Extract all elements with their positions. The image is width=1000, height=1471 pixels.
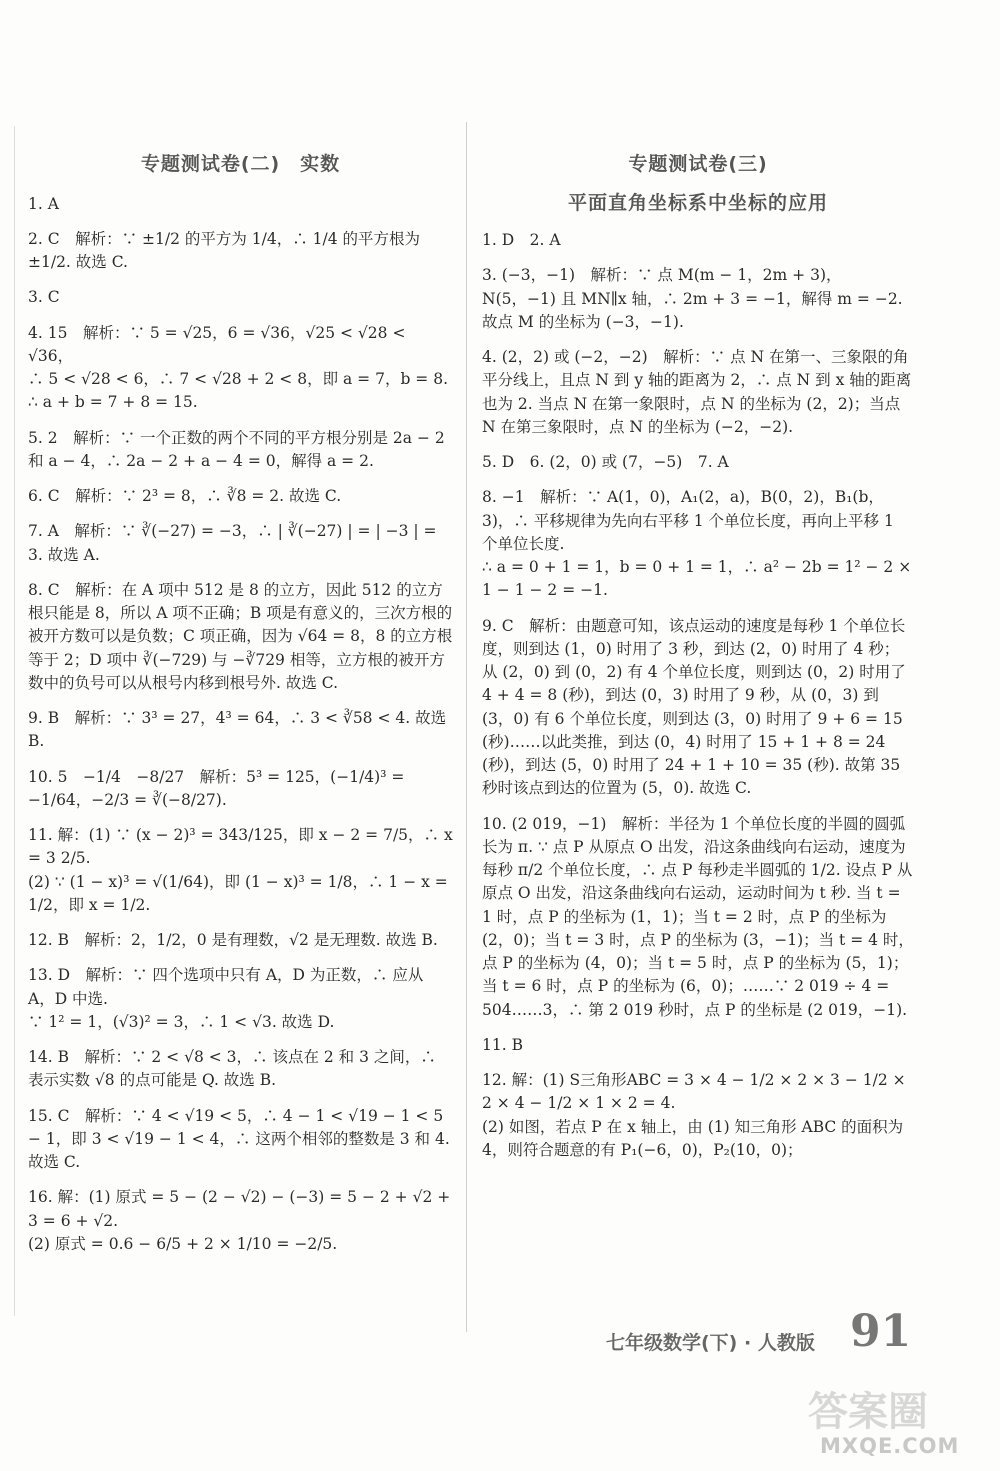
right-answer-list <box>482 229 914 1162</box>
answer-item <box>28 929 453 952</box>
answer-text: 13. D 解析：∵ 四个选项中只有 A，D 为正数，∴ 应从 A，D 中选. ∵ 1² = 1，(√3)² = 3，∴ 1 < √3. 故选 D. <box>28 966 424 1031</box>
answer-text: 1. D 2. A <box>482 231 561 249</box>
answer-item <box>482 264 914 334</box>
answer-item <box>28 193 453 216</box>
answer-text: 2. C 解析：∵ ±1/2 的平方为 1/4，∴ 1/4 的平方根为 ±1/2. 故选 C. <box>28 229 425 271</box>
answer-item <box>482 1069 914 1162</box>
answer-item <box>28 824 453 917</box>
answer-text: 11. B <box>482 1035 523 1054</box>
answer-item <box>28 1105 453 1175</box>
answer-item <box>28 520 453 567</box>
right-section-title: 专题测试卷(三) <box>628 153 768 175</box>
answer-item <box>28 707 453 754</box>
column-divider <box>466 122 467 1332</box>
answer-item <box>28 228 453 275</box>
answer-text: 11. 解：(1) ∵ (x − 2)³ = 343/125，即 x − 2 = 7/5，∴ x = 3 2/5. (2) ∵ (1 − x)³ = √(1/64)，即 (1 − x)³ = 1/8，∴ 1 − x = 1/2，即 x = 1/2. <box>28 826 453 914</box>
answer-text: 14. B 解析：∵ 2 < √8 < 3，∴ 该点在 2 和 3 之间，∴ 表示实数 √8 的点可能是 Q. 故选 B. <box>28 1048 441 1090</box>
answer-text: 12. 解：(1) S三角形ABC = 3 × 4 − 1/2 × 2 × 3 − 1/2 × 2 × 4 − 1/2 × 1 × 2 = 4. (2) 如图，若点 P 在 x 轴上，由 (1) 知三角形 ABC 的面积为 4，则符合题意的有 P₁(−6，0)，P₂(10，0)； <box>482 1071 906 1159</box>
left-answer-list <box>28 193 453 1257</box>
answer-item <box>28 964 453 1034</box>
answer-text: 15. C 解析：∵ 4 < √19 < 5，∴ 4 − 1 < √19 − 1 < 5 − 1，即 3 < √19 − 1 < 4，∴ 这两个相邻的整数是 3 和 4. 故选 C. <box>28 1106 455 1171</box>
answer-item <box>482 229 914 252</box>
answer-text: 10. 5 −1/4 −8/27 解析：5³ = 125，(−1/4)³ = −1/64，−2/3 = ∛(−8/27). <box>28 767 410 809</box>
answer-item <box>482 1034 914 1057</box>
left-column <box>28 128 453 1268</box>
answer-text: 7. A 解析：∵ ∛(−27) = −3，∴ | ∛(−27) | = | −3 | = 3. 故选 A. <box>28 522 442 564</box>
answer-text: 10. (2 019，−1) 解析：半径为 1 个单位长度的半圆的圆弧长为 π. ∵ 点 P 从原点 O 出发，沿这条曲线向右运动，速度为每秒 π/2 个单位长度，∴ 点 P 每秒走半圆弧的 1/2. 设点 P 从原点 O 出发，沿这条曲线向右运动，运动时间为 t 秒. 当 t = 1 时，点 P 的坐标为 (1，1)；当 t = 2 时，点 P 的坐标为 (2，0)；当 t = 3 时，点 P 的坐标为 (3，−1)；当 t = 4 时，点 P 的坐标为 (4，0)；当 t = 5 时，点 P 的坐标为 (5，1)；当 t = 6 时，点 P 的坐标为 (6，0)；……∵ 2 019 ÷ 4 = 504……3，∴ 第 2 019 秒时，点 P 的坐标是 (2 019，−1). <box>482 814 914 1019</box>
right-section-subtitle: 平面直角坐标系中坐标的应用 <box>567 191 828 214</box>
answer-text: 5. 2 解析：∵ 一个正数的两个不同的平方根分别是 2a − 2 和 a − 4，∴ 2a − 2 + a − 4 = 0，解得 a = 2. <box>28 428 450 470</box>
answer-text: 3. (−3，−1) 解析：∵ 点 M(m − 1，2m + 3)，N(5，−1) 且 MN∥x 轴，∴ 2m + 3 = −1，解得 m = −2. 故点 M 的坐标为 (−3，−1). <box>482 266 908 331</box>
answer-item <box>482 346 914 439</box>
answer-text: 8. −1 解析：∵ A(1，0)，A₁(2，a)，B(0，2)，B₁(b，3)，∴ 平移规律为先向右平移 1 个单位长度，再向上平移 1 个单位长度. ∴ a = 0 + 1 = 1，b = 0 + 1 = 1，∴ a² − 2b = 1² − 2 × 1 − 1 − 2 = −1. <box>482 488 912 600</box>
answer-text: 3. C <box>28 288 60 307</box>
answer-text: 16. 解：(1) 原式 = 5 − (2 − √2) − (−3) = 5 − 2 + √2 + 3 = 6 + √2. (2) 原式 = 0.6 − 6/5 + 2 × 1/10 = −2/5. <box>28 1188 451 1253</box>
answer-item <box>28 1046 453 1093</box>
answer-item <box>28 1186 453 1256</box>
answer-item <box>482 813 914 1022</box>
answer-item <box>28 427 453 474</box>
answer-item <box>28 579 453 695</box>
answer-item <box>482 615 914 801</box>
page-number: 91 <box>850 1306 912 1357</box>
answer-item <box>28 286 453 309</box>
answer-item <box>482 451 914 474</box>
left-edge-rule <box>14 126 15 1316</box>
answer-item <box>28 322 453 415</box>
book-footer-label: 七年级数学(下) · 人教版 <box>606 1332 815 1354</box>
answer-text: 12. B 解析：2，1/2，0 是有理数，√2 是无理数. 故选 B. <box>28 931 438 949</box>
answer-text: 1. A <box>28 194 59 213</box>
answer-text: 9. C 解析：由题意可知，该点运动的速度是每秒 1 个单位长度，则到达 (1，0) 时用了 3 秒，到达 (2，0) 时用了 4 秒；从 (2，0) 到 (0，2) 有 4 个单位长度，则到达 (0，2) 时用了 4 + 4 = 8 (秒)，到达 (0，3) 时用了 9 秒，从 (0，3) 到 (3，0) 有 6 个单位长度，则到达 (3，0) 时用了 9 + 6 = 15 (秒)……以此类推，到达 (0，4) 时用了 15 + 1 + 8 = 24 (秒)，到达 (5，0) 时用了 24 + 1 + 10 = 35 (秒). 故第 35 秒时该点到达的位置为 (5，0). 故选 C. <box>482 616 911 798</box>
answer-text: 5. D 6. (2，0) 或 (7，−5) 7. A <box>482 453 729 471</box>
answer-text: 8. C 解析：在 A 项中 512 是 8 的立方，因此 512 的立方根只能是 8，所以 A 项不正确；B 项是有意义的，三次方根的被开方数可以是负数；C 项正确，因为 √64 = 8，8 的立方根等于 2；D 项中 ∛(−729) 与 −∛729 相等，立方根的被开方数中的负号可以从根号内移到根号外. 故选 C. <box>28 580 453 692</box>
answer-text: 6. C 解析：∵ 2³ = 8，∴ ∛8 = 2. 故选 C. <box>28 487 342 505</box>
answer-text: 9. B 解析：∵ 3³ = 27，4³ = 64，∴ 3 < ∛58 < 4. 故选 B. <box>28 709 452 751</box>
left-section-title: 专题测试卷(二) 实数 <box>140 153 341 175</box>
answer-item <box>482 486 914 602</box>
answer-item <box>28 766 453 813</box>
watermark <box>800 1380 990 1460</box>
answer-item <box>28 485 453 508</box>
right-column <box>482 128 914 1174</box>
answer-text: 4. (2，2) 或 (−2，−2) 解析：∵ 点 N 在第一、三象限的角平分线上，且点 N 到 y 轴的距离为 2，∴ 点 N 到 x 轴的距离也为 2. 当点 N 在第一象限时，点 N 的坐标为 (2，2)；当点 N 在第三象限时，点 N 的坐标为 (−2，−2). <box>482 348 912 436</box>
watermark-url: MXQE.COM <box>820 1434 960 1458</box>
answer-text: 4. 15 解析：∵ 5 = √25，6 = √36，√25 < √28 < √36， ∴ 5 < √28 < 6，∴ 7 < √28 + 2 < 8，即 a = 7，b = 8. ∴ a + b = 7 + 8 = 15. <box>28 323 448 412</box>
watermark-logo: 答案圈 <box>808 1389 928 1435</box>
